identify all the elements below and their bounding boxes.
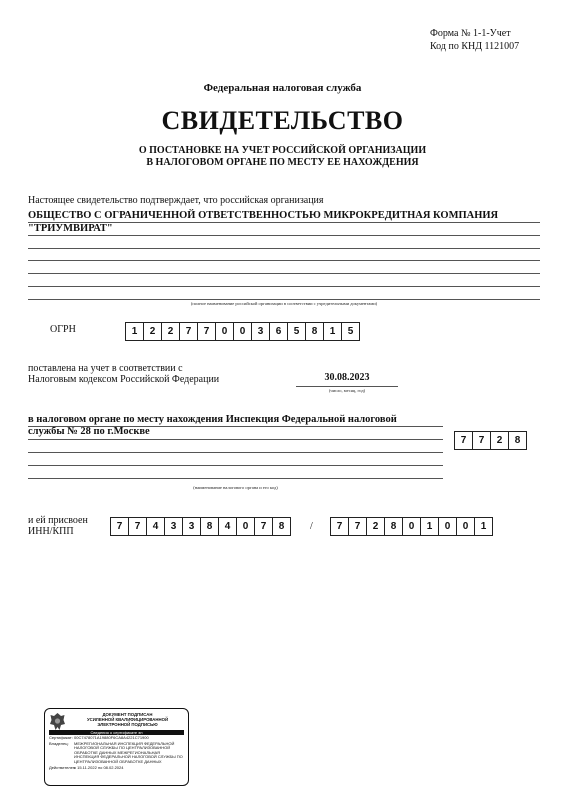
inn-digit-cell: 3 bbox=[164, 517, 183, 536]
ogrn-digit-cell: 2 bbox=[161, 322, 180, 341]
agency-name: Федеральная налоговая служба bbox=[203, 82, 362, 94]
ogrn-digit-cell: 8 bbox=[305, 322, 324, 341]
stamp-certificate-bar: Сведения о сертификате эп bbox=[49, 730, 184, 736]
inn-kpp-label-line-2: ИНН/КПП bbox=[28, 526, 74, 537]
stamp-certificate-key: Сертификат: bbox=[49, 735, 73, 741]
stamp-owner-key: Владелец: bbox=[49, 740, 69, 746]
ogrn-digit-cell: 0 bbox=[215, 322, 234, 341]
stamp-owner-row bbox=[49, 742, 184, 765]
stamp-validity-row bbox=[49, 766, 184, 771]
organization-name-caption: (полное наименование российской организации в соответствии с учредительными документами) bbox=[190, 301, 378, 306]
inn-kpp-separator: / bbox=[310, 521, 313, 532]
inn-digits bbox=[110, 517, 291, 536]
tax-authority-code bbox=[454, 431, 527, 450]
form-number: Форма № 1-1-Учет bbox=[430, 28, 511, 39]
registration-date: 30.08.2023 bbox=[324, 372, 370, 383]
authority-underline-1 bbox=[28, 426, 443, 427]
kpp-digit-cell: 0 bbox=[402, 517, 421, 536]
authority-underline-4 bbox=[28, 465, 443, 466]
ogrn-digit-cell: 6 bbox=[269, 322, 288, 341]
inn-digit-cell: 4 bbox=[146, 517, 165, 536]
tax-authority-code-cell: 7 bbox=[454, 431, 473, 450]
registration-line-1: поставлена на учет в соответствии с bbox=[28, 363, 183, 374]
stamp-owner-value: МЕЖРЕГИОНАЛЬНАЯ ИНСПЕКЦИЯ ФЕДЕРАЛЬНОЙ НАЛОГОВОЙ СЛУЖБЫ ПО ЦЕНТРАЛИЗОВАННОЙ ОБРАБОТКЕ ДАННЫХ МЕЖРЕГИОНАЛЬНАЯ ИНСПЕКЦИЯ ФЕДЕРАЛЬНОЙ НАЛОГОВОЙ СЛУЖБЫ ПО ЦЕНТРАЛИЗОВАННОЙ ОБРАБОТКЕ ДАННЫХ bbox=[74, 740, 183, 765]
stamp-header bbox=[71, 712, 184, 728]
tax-authority-line-1: в налоговом органе по месту нахождения Инспекция Федеральной налоговой bbox=[28, 414, 397, 425]
authority-underline-5 bbox=[28, 478, 443, 479]
kpp-digit-cell: 1 bbox=[420, 517, 439, 536]
stamp-header-line-2: УСИЛЕННОЙ КВАЛИФИЦИРОВАННОЙ bbox=[86, 717, 169, 723]
ogrn-digit-cell: 1 bbox=[323, 322, 342, 341]
tax-authority-caption: (наименование налогового органа и его код) bbox=[193, 485, 278, 490]
stamp-header-line-1: ДОКУМЕНТ ПОДПИСАН bbox=[102, 712, 153, 717]
name-underline-2 bbox=[28, 235, 540, 236]
tax-authority-code-cell: 2 bbox=[490, 431, 509, 450]
organization-name-line-1: ОБЩЕСТВО С ОГРАНИЧЕННОЙ ОТВЕТСТВЕННОСТЬЮ МИКРОКРЕДИТНАЯ КОМПАНИЯ bbox=[28, 210, 499, 221]
electronic-signature-stamp bbox=[44, 708, 189, 786]
inn-digit-cell: 8 bbox=[272, 517, 291, 536]
ogrn-digit-cell: 0 bbox=[233, 322, 252, 341]
name-underline-3 bbox=[28, 248, 540, 249]
kpp-digit-cell: 7 bbox=[348, 517, 367, 536]
inn-digit-cell: 7 bbox=[254, 517, 273, 536]
tax-authority-code-cell: 8 bbox=[508, 431, 527, 450]
date-underline bbox=[296, 386, 398, 387]
name-underline-1 bbox=[28, 222, 540, 223]
authority-underline-3 bbox=[28, 452, 443, 453]
ogrn-digit-cell: 7 bbox=[197, 322, 216, 341]
stamp-validity-key: Действителен: bbox=[49, 764, 77, 770]
authority-underline-2 bbox=[28, 439, 443, 440]
tax-authority-code-cell: 7 bbox=[472, 431, 491, 450]
kpp-digit-cell: 2 bbox=[366, 517, 385, 536]
kpp-digit-cell: 1 bbox=[474, 517, 493, 536]
registration-line-2: Налоговым кодексом Российской Федерации bbox=[28, 374, 220, 385]
name-underline-6 bbox=[28, 286, 540, 287]
document-subtitle bbox=[0, 145, 565, 169]
state-emblem-icon bbox=[49, 712, 66, 732]
kpp-digit-cell: 8 bbox=[384, 517, 403, 536]
inn-digit-cell: 7 bbox=[128, 517, 147, 536]
form-identifier bbox=[430, 27, 519, 53]
ogrn-digit-cell: 3 bbox=[251, 322, 270, 341]
inn-digit-cell: 0 bbox=[236, 517, 255, 536]
subtitle-line-2: В НАЛОГОВОМ ОРГАНЕ ПО МЕСТУ ЕЕ НАХОЖДЕНИЯ bbox=[146, 157, 419, 168]
name-underline-5 bbox=[28, 273, 540, 274]
knd-code: Код по КНД 1121007 bbox=[430, 41, 520, 52]
tax-authority-line-2: службы № 28 по г.Москве bbox=[28, 426, 150, 437]
kpp-digit-cell: 7 bbox=[330, 517, 349, 536]
ogrn-digit-cell: 5 bbox=[341, 322, 360, 341]
subtitle-line-1: О ПОСТАНОВКЕ НА УЧЕТ РОССИЙСКОЙ ОРГАНИЗАЦИИ bbox=[138, 145, 427, 156]
ogrn-digit-cell: 7 bbox=[179, 322, 198, 341]
ogrn-digits bbox=[125, 322, 360, 341]
date-caption: (число, месяц, год) bbox=[328, 388, 366, 393]
stamp-validity-value: с 15.11.2022 по 08.02.2024 bbox=[74, 764, 124, 770]
stamp-certificate-value: 00C7478071A19880F6CA8A4221C71900 bbox=[74, 735, 149, 741]
name-underline-4 bbox=[28, 260, 540, 261]
name-underline-7 bbox=[28, 299, 540, 300]
ogrn-digit-cell: 5 bbox=[287, 322, 306, 341]
inn-digit-cell: 3 bbox=[182, 517, 201, 536]
stamp-certificate-row bbox=[49, 736, 184, 741]
ogrn-digit-cell: 1 bbox=[125, 322, 144, 341]
ogrn-label: ОГРН bbox=[50, 324, 76, 335]
ogrn-digit-cell: 2 bbox=[143, 322, 162, 341]
document-title: СВИДЕТЕЛЬСТВО bbox=[161, 106, 404, 135]
stamp-header-line-3: ЭЛЕКТРОННОЙ ПОДПИСЬЮ bbox=[97, 722, 158, 728]
confirms-text: Настоящее свидетельство подтверждает, что российская организация bbox=[28, 195, 324, 206]
inn-digit-cell: 7 bbox=[110, 517, 129, 536]
kpp-digit-cell: 0 bbox=[438, 517, 457, 536]
kpp-digits bbox=[330, 517, 493, 536]
inn-digit-cell: 8 bbox=[200, 517, 219, 536]
inn-kpp-label-line-1: и ей присвоен bbox=[28, 515, 88, 526]
inn-digit-cell: 4 bbox=[218, 517, 237, 536]
kpp-digit-cell: 0 bbox=[456, 517, 475, 536]
organization-name-line-2: "ТРИУМВИРАТ" bbox=[28, 223, 113, 234]
